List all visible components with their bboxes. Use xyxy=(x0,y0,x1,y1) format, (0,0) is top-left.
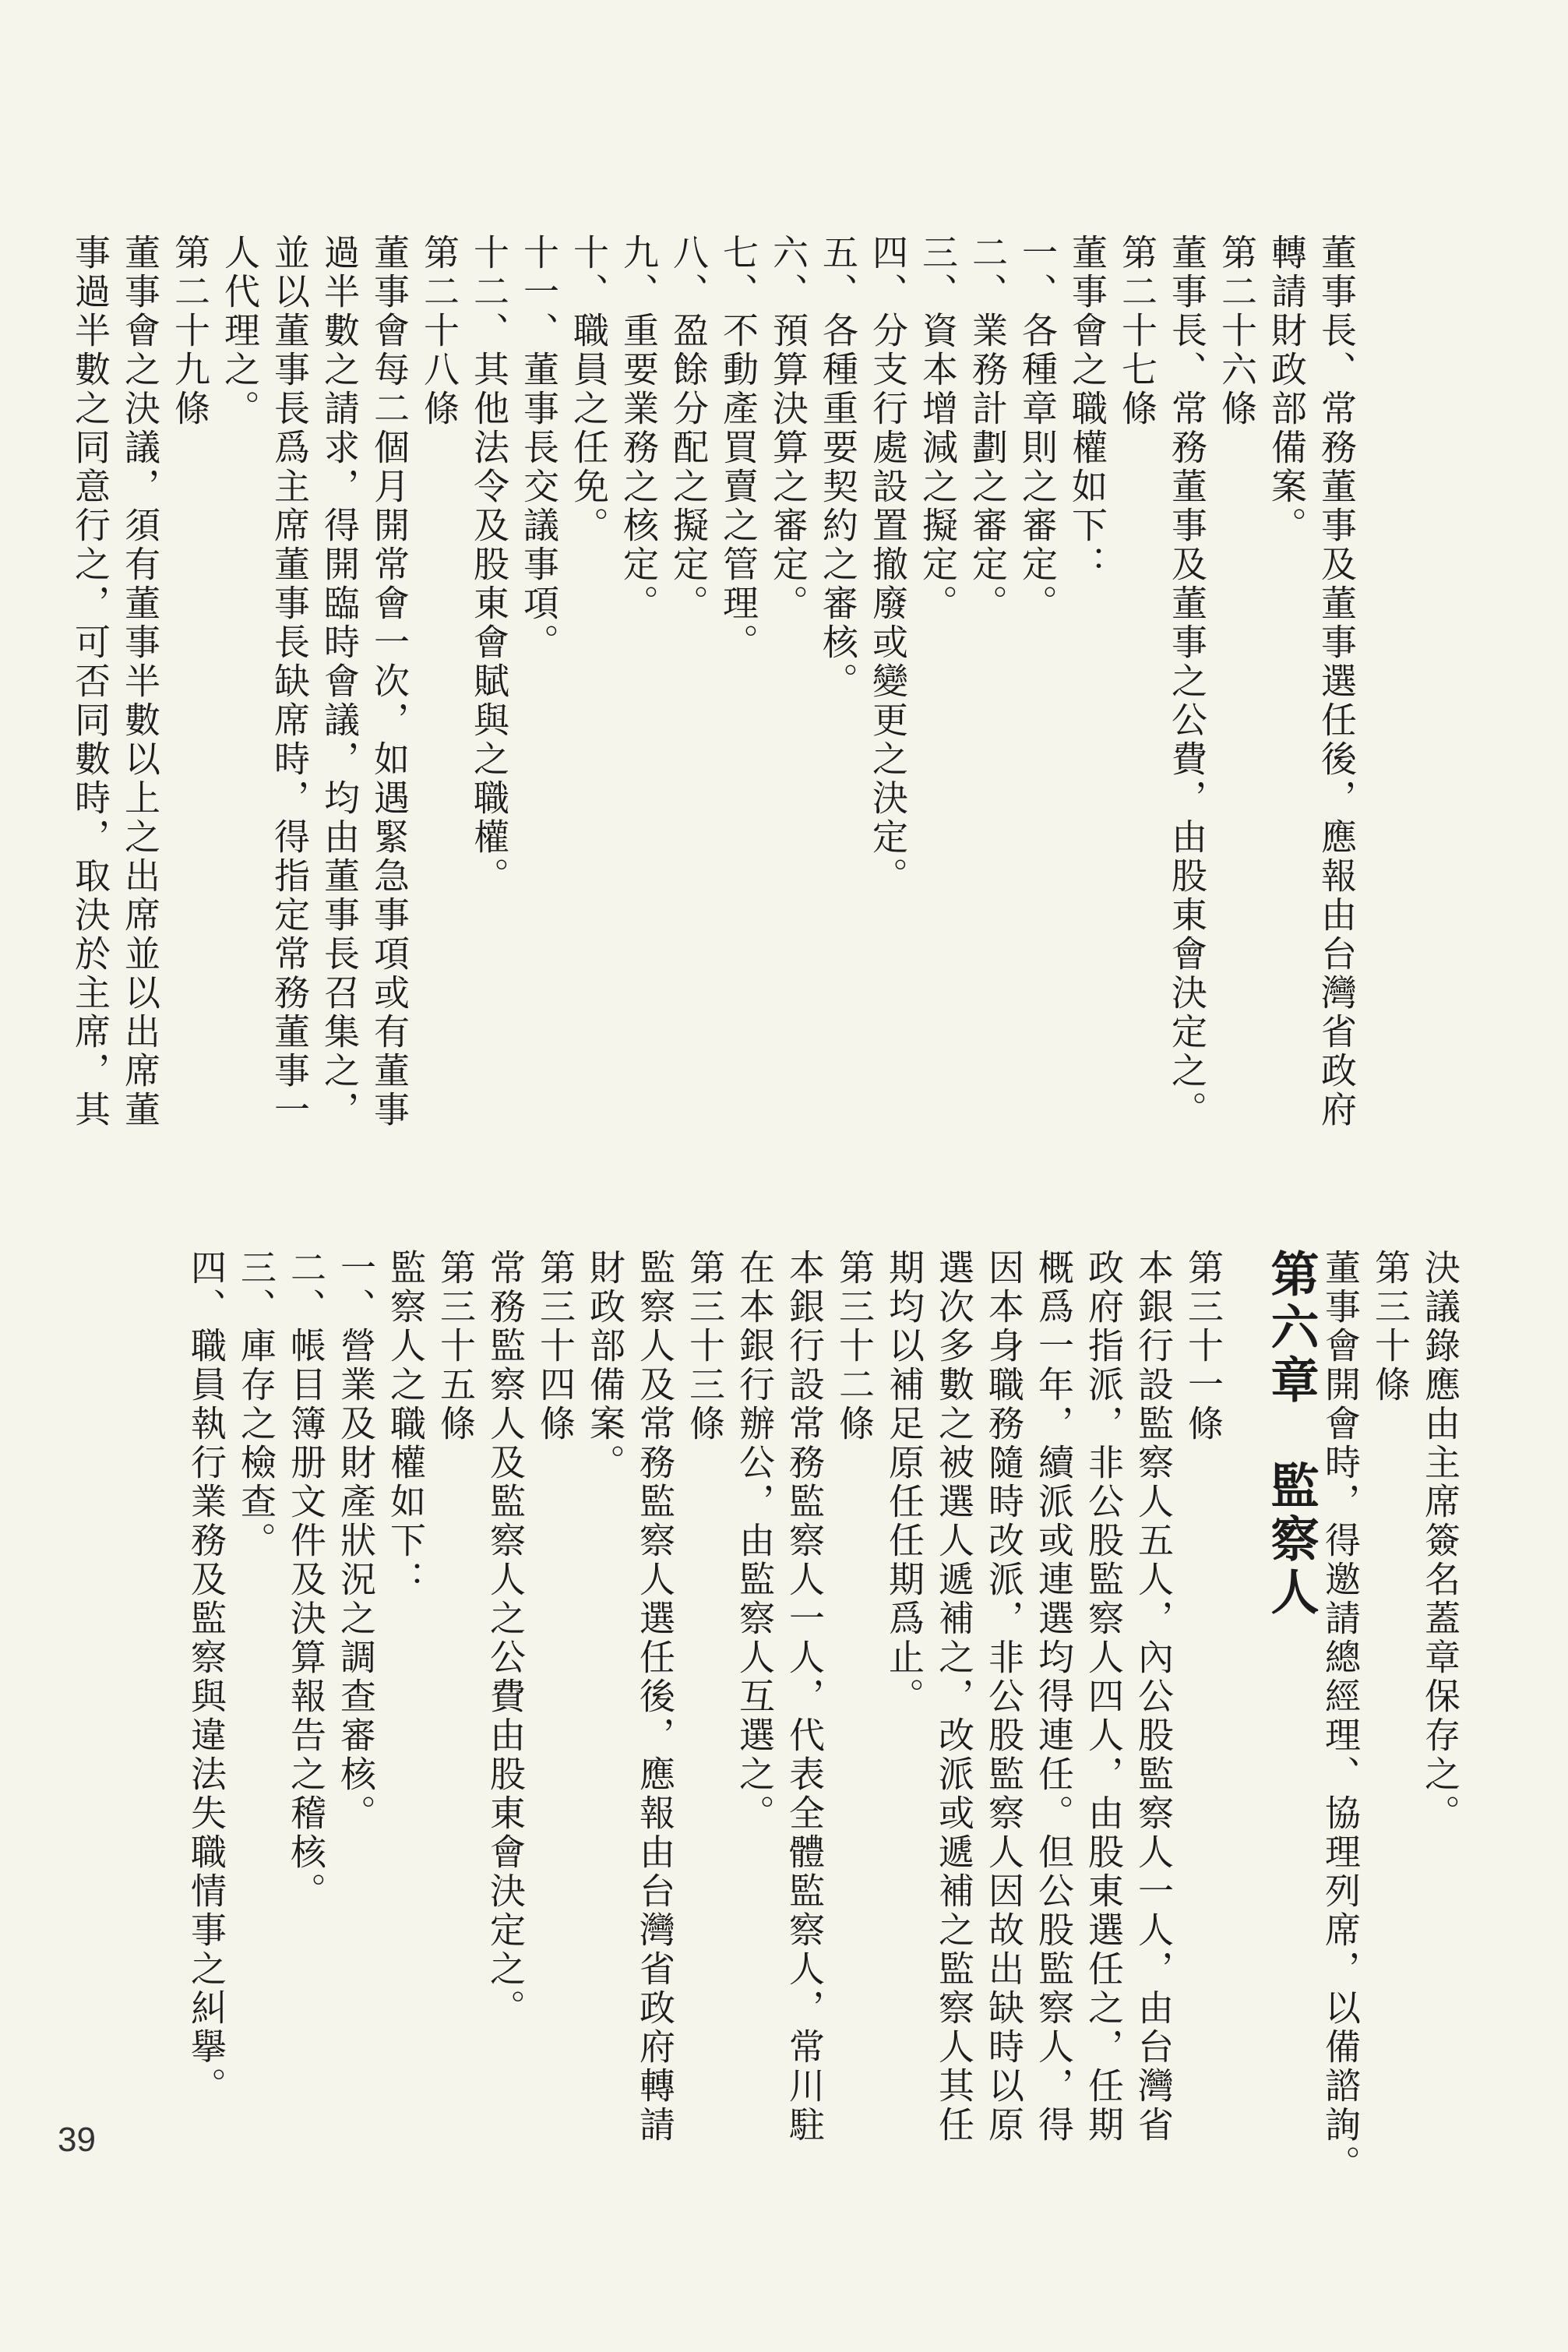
text-column: 二、業務計劃之審定。 xyxy=(967,234,1009,623)
text-column: 第三十四條 xyxy=(534,1249,576,1444)
text-column: 第二十七條 xyxy=(1116,234,1158,428)
text-column: 財政部備案。 xyxy=(584,1249,626,1483)
text-column: 因本身職務隨時改派，非公股監察人因故出缺時以原 xyxy=(983,1249,1025,2145)
text-column: 並以董事長爲主席董事長缺席時，得指定常務董事一 xyxy=(269,234,311,1130)
text-column: 十二、其他法令及股東會賦與之職權。 xyxy=(468,234,510,896)
text-column: 第三十五條 xyxy=(435,1249,477,1444)
text-column: 一、營業及財產狀況之調查審核。 xyxy=(335,1249,377,1833)
text-column: 十一、董事長交議事項。 xyxy=(518,234,560,662)
text-column: 決議錄應由主席簽名蓋章保存之。 xyxy=(1419,1249,1461,1833)
text-column: 二、帳目簿册文件及決算報告之稽核。 xyxy=(285,1249,327,1911)
text-column: 五、各種重要契約之審核。 xyxy=(817,234,859,701)
text-column: 第三十條 xyxy=(1369,1249,1411,1405)
text-column: 七、不動產買賣之管理。 xyxy=(717,234,759,662)
text-column: 第三十一條 xyxy=(1182,1249,1224,1444)
text-column: 在本銀行辦公，由監察人互選之。 xyxy=(734,1249,776,1833)
text-column: 概爲一年，續派或連選均得連任。但公股監察人，得 xyxy=(1033,1249,1075,2145)
text-column: 一、各種章則之審定。 xyxy=(1017,234,1059,623)
text-column: 十、職員之任免。 xyxy=(568,234,610,545)
text-column: 監察人及常務監察人選任後，應報由台灣省政府轉請 xyxy=(634,1249,676,2145)
text-column: 六、預算決算之審定。 xyxy=(767,234,809,623)
text-column: 第三十三條 xyxy=(684,1249,726,1444)
chapter-heading: 第六章 監察人 xyxy=(1263,1249,1320,1620)
text-column: 第二十六條 xyxy=(1216,234,1258,428)
text-column: 過半數之請求，得開臨時會議，均由董事長召集之， xyxy=(319,234,361,1130)
text-column: 常務監察人及監察人之公費由股東會決定之。 xyxy=(484,1249,527,2028)
text-column: 八、盈餘分配之擬定。 xyxy=(668,234,710,623)
lower-text-block xyxy=(181,1249,1465,2184)
page-number: 39 xyxy=(58,2121,96,2159)
text-column: 轉請財政部備案。 xyxy=(1266,234,1308,545)
text-column: 四、分支行處設置撤廢或變更之決定。 xyxy=(867,234,909,896)
text-column: 董事長、常務董事及董事選任後，應報由台灣省政府 xyxy=(1316,234,1358,1130)
text-column: 選次多數之被選人遞補之，改派或遞補之監察人其任 xyxy=(933,1249,975,2145)
text-column: 四、職員執行業務及監察與違法失職情事之糾擧。 xyxy=(185,1249,227,2106)
text-column: 九、重要業務之核定。 xyxy=(618,234,660,623)
text-column: 人代理之。 xyxy=(219,234,261,428)
text-column: 董事會之職權如下： xyxy=(1066,234,1108,584)
text-column: 第二十八條 xyxy=(418,234,460,428)
text-column: 第三十二條 xyxy=(833,1249,876,1444)
text-column: 董事會開會時，得邀請總經理、協理列席，以備諮詢。 xyxy=(1320,1249,1362,2184)
text-column: 第二十九條 xyxy=(169,234,211,428)
text-column: 三、資本增減之擬定。 xyxy=(917,234,959,623)
text-column: 本銀行設監察人五人，內公股監察人一人，由台灣省 xyxy=(1133,1249,1175,2145)
text-column: 三、庫存之檢查。 xyxy=(235,1249,277,1560)
text-column: 政府指派，非公股監察人四人，由股東選任之，任期 xyxy=(1083,1249,1125,2145)
text-column: 監察人之職權如下： xyxy=(385,1249,427,1599)
text-column: 董事會之決議，須有董事半數以上之出席並以出席董 xyxy=(119,234,161,1130)
text-column: 本銀行設常務監察人一人，代表全體監察人，常川駐 xyxy=(784,1249,826,2145)
text-column: 董事會每二個月開常會一次，如遇緊急事項或有董事 xyxy=(368,234,410,1130)
text-column: 事過半數之同意行之，可否同數時，取決於主席，其 xyxy=(69,234,111,1130)
text-column: 董事長、常務董事及董事之公費，由股東會決定之。 xyxy=(1166,234,1208,1130)
upper-text-block xyxy=(65,234,1362,1130)
text-column: 期均以補足原任任期爲止。 xyxy=(883,1249,925,1716)
